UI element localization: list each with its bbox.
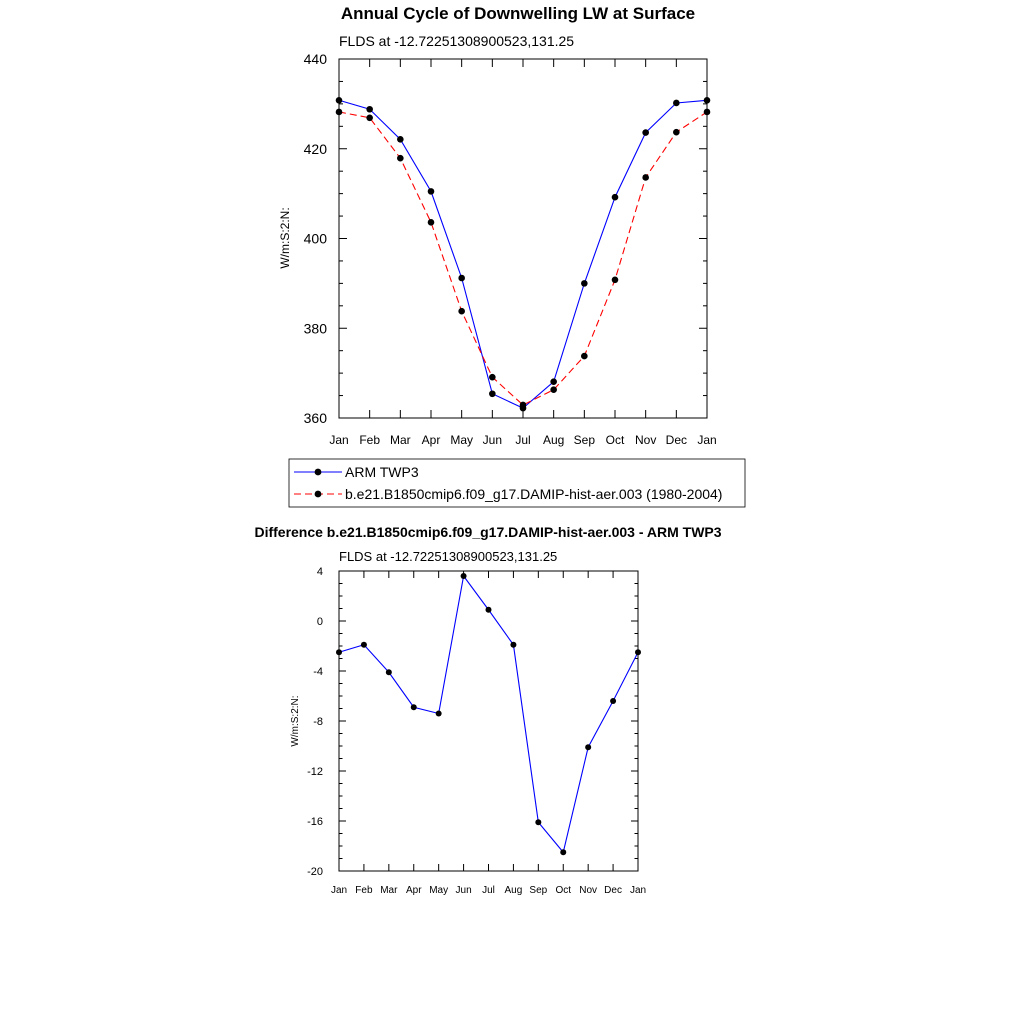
c1-x-tick-label: Dec [665, 433, 688, 447]
c1-series-1-point [612, 276, 619, 283]
difference-chart [254, 524, 721, 896]
chart1-data-points [336, 97, 711, 411]
c2-y-tick-label: 4 [316, 566, 323, 578]
c1-x-tick-label: Jun [482, 433, 503, 447]
c2-x-tick-label: Aug [504, 885, 523, 896]
chart2-y-axis-label: W/m:S:2:N: [290, 695, 301, 747]
c1-series-1-line [339, 112, 707, 405]
c2-series-0-point [560, 849, 566, 855]
legend-obs-label: ARM TWP3 [345, 464, 419, 480]
c2-series-0-point [411, 704, 417, 710]
c2-x-tick-label: May [429, 885, 449, 896]
c1-x-tick-label: Oct [605, 433, 625, 447]
c1-series-1-point [550, 386, 557, 393]
c1-series-0-point [673, 100, 680, 107]
c2-y-tick-label: -20 [307, 866, 323, 878]
c1-series-0-point [612, 194, 619, 201]
c2-y-tick-label: -12 [307, 766, 323, 778]
c2-x-tick-label: Oct [555, 885, 572, 896]
c2-x-tick-label: Apr [405, 885, 422, 896]
c2-series-0-point [510, 642, 516, 648]
c1-series-1-point [581, 353, 588, 360]
c2-x-tick-label: Mar [380, 885, 398, 896]
c1-x-tick-label: Jan [329, 433, 349, 447]
c2-x-tick-label: Nov [579, 885, 598, 896]
c2-series-0-line [339, 576, 638, 852]
c2-x-tick-label: Jun [455, 885, 472, 896]
chart1-plot-frame [339, 59, 707, 418]
c1-series-0-point [642, 129, 649, 136]
c1-series-0-point [428, 188, 435, 195]
legend-model-marker [315, 491, 322, 498]
c2-x-tick-label: Jan [629, 885, 647, 896]
legend-obs-marker [315, 469, 322, 476]
c1-series-1-point [489, 374, 496, 381]
c2-y-tick-label: -8 [313, 716, 323, 728]
c1-x-tick-label: Nov [634, 433, 657, 447]
c2-series-0-point [461, 573, 467, 579]
c1-x-tick-label: May [450, 433, 474, 447]
c2-series-0-point [486, 607, 492, 613]
c1-x-tick-label: Apr [421, 433, 441, 447]
chart2-subtitle: FLDS at -12.72251308900523,131.25 [339, 549, 558, 564]
c1-series-1-point [366, 114, 373, 121]
c1-y-tick-label: 360 [303, 410, 327, 426]
chart1-subtitle: FLDS at -12.72251308900523,131.25 [339, 33, 575, 49]
c2-x-tick-label: Sep [529, 885, 548, 896]
legend [289, 459, 745, 507]
c1-series-0-line [339, 100, 707, 408]
c1-y-tick-label: 420 [303, 140, 327, 157]
c1-series-0-point [489, 390, 496, 397]
chart2-title: Difference b.e21.B1850cmip6.f09_g17.DAMIP-hist-aer.003 - ARM TWP3 [254, 524, 722, 540]
chart2-data-points [336, 573, 641, 855]
c1-x-tick-label: Jul [515, 433, 531, 447]
c1-series-0-point [458, 275, 465, 282]
chart1-title: Annual Cycle of Downwelling LW at Surface [340, 4, 696, 23]
chart2-axes [307, 566, 646, 896]
c1-series-1-point [397, 155, 404, 162]
c2-x-tick-label: Dec [604, 885, 622, 896]
c1-x-tick-label: Mar [389, 433, 411, 447]
c1-series-1-point [428, 219, 435, 226]
c2-x-tick-label: Jan [330, 885, 348, 896]
c2-series-0-point [535, 819, 541, 825]
c1-series-0-point [581, 280, 588, 287]
c2-series-0-point [610, 698, 616, 704]
c1-x-tick-label: Aug [542, 433, 565, 447]
c1-y-tick-label: 400 [303, 230, 327, 247]
c1-x-tick-label: Jan [697, 433, 717, 447]
c2-series-0-point [436, 711, 442, 717]
c2-x-tick-label: Jul [482, 885, 495, 896]
chart1-axes [304, 51, 717, 447]
c1-series-0-point [397, 136, 404, 143]
c1-series-0-point [366, 106, 373, 113]
c2-y-tick-label: 0 [316, 616, 323, 628]
c1-series-0-point [550, 378, 557, 385]
c2-y-tick-label: -4 [313, 666, 323, 678]
c1-series-1-point [673, 129, 680, 136]
c1-series-1-point [520, 402, 527, 409]
c1-series-1-point [458, 308, 465, 315]
c2-y-tick-label: -16 [307, 816, 323, 828]
c2-series-0-point [361, 642, 367, 648]
c2-series-0-point [585, 744, 591, 750]
c1-y-tick-label: 440 [303, 51, 327, 67]
c1-series-1-point [642, 174, 649, 181]
c1-x-tick-label: Feb [359, 433, 381, 447]
c2-series-0-point [386, 669, 392, 675]
annual-cycle-chart [278, 4, 717, 447]
chart1-y-axis-label: W/m:S:2:N: [278, 207, 292, 269]
legend-model-label: b.e21.B1850cmip6.f09_g17.DAMIP-hist-aer.003 (1980-2004) [345, 486, 723, 502]
chart2-series-lines [339, 576, 638, 852]
c1-y-tick-label: 380 [303, 320, 327, 337]
chart1-series-lines [339, 100, 707, 408]
chart2-plot-frame [339, 571, 638, 871]
c2-x-tick-label: Feb [355, 885, 373, 896]
c1-x-tick-label: Sep [573, 433, 596, 447]
